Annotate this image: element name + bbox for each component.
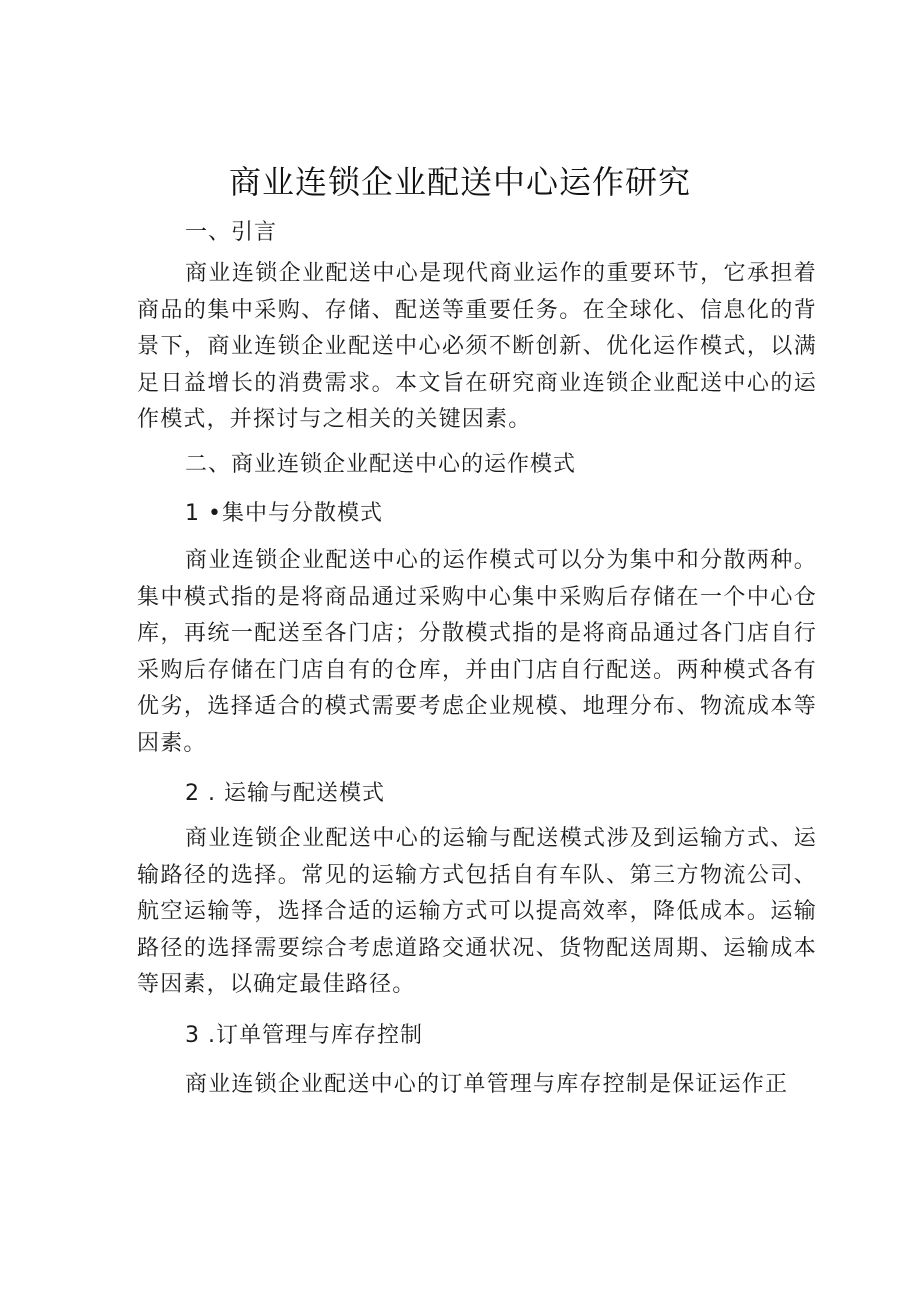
paragraph-centralized-decentralized: 商业连锁企业配送中心的运作模式可以分为集中和分散两种。集中模式指的是将商品通过采购中心集中采购后存储在一个中心仓库，再统一配送至各门店；分散模式指的是将商品通过各门店自行采购后存储在门店自有的仓库，并由门店自行配送。两种模式各有优劣，选择适合的模式需要考虑企业规模、地理分布、物流成本等因素。 [137,548,817,756]
paragraph-transport-delivery: 商业连锁企业配送中心的运输与配送模式涉及到运输方式、运输路径的选择。常见的运输方式包括自有车队、第三方物流公司、航空运输等，选择合适的运输方式可以提高效率，降低成本。运输路径的选择需要综合考虑道路交通状况、货物配送周期、运输成本等因素，以确定最佳路径。 [137,826,817,997]
subsection-heading-order-inventory: 3 .订单管理与库存控制 [185,1023,423,1048]
document-title: 商业连锁企业配送中心运作研究 [228,163,691,201]
subsection-heading-centralized-decentralized: 1 •集中与分散模式 [185,501,383,526]
paragraph-introduction: 商业连锁企业配送中心是现代商业运作的重要环节，它承担着商品的集中采购、存储、配送等重要任务。在全球化、信息化的背景下，商业连锁企业配送中心必须不断创新、优化运作模式，以满足日益增长的消费需求。本文旨在研究商业连锁企业配送中心的运作模式，并探讨与之相关的关键因素。 [137,261,817,432]
paragraph-order-inventory: 商业连锁企业配送中心的订单管理与库存控制是保证运作正 [185,1072,789,1097]
subsection-heading-transport-delivery: 2 . 运输与配送模式 [185,781,385,806]
section-heading-operation-modes: 二、商业连锁企业配送中心的运作模式 [185,452,577,477]
section-heading-introduction: 一、引言 [185,220,278,245]
